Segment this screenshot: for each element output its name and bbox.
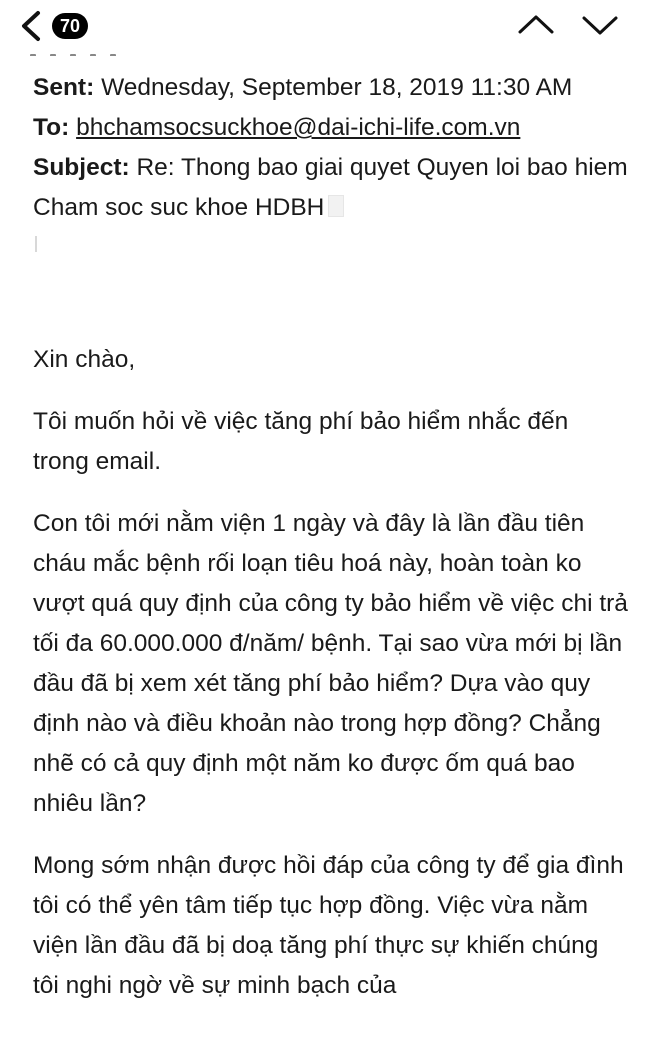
- redacted-contract-number: [328, 195, 344, 217]
- previous-message-button[interactable]: [516, 10, 556, 40]
- to-email-link[interactable]: bhchamsocsuckhoe@dai-ichi-life.com.vn: [76, 114, 521, 141]
- email-content: [33, 68, 628, 1028]
- chevron-left-icon: [18, 10, 46, 42]
- body-paragraph: Con tôi mới nằm viện 1 ngày và đây là lần đầu tiên cháu mắc bệnh rối loạn tiêu hoá này, hoàn toàn ko vượt quá quy định của công ty bảo hiểm về việc chi trả tối đa 60.000.000 đ/năm/ bệnh. Tại sao vừa mới bị lần đầu đã bị xem xét tăng phí bảo hiểm? Dựa vào quy định nào và điều khoản nào trong hợp đồng? Chẳng nhẽ có cả quy định một năm ko được ốm quá bao nhiêu lần?: [33, 510, 628, 817]
- to-row: [33, 108, 628, 148]
- subject-row: [33, 148, 628, 228]
- sent-label: Sent:: [33, 74, 95, 101]
- subject-value: Re: Thong bao giai quyet Quyen loi bao hiem Cham soc suc khoe HDBH: [33, 154, 628, 221]
- subject-label: Subject:: [33, 154, 130, 181]
- chevron-up-icon: [520, 17, 552, 32]
- body-paragraph: Tôi muốn hỏi về việc tăng phí bảo hiểm nhắc đến trong email.: [33, 408, 569, 475]
- redacted-mark: [35, 236, 37, 252]
- sent-value: Wednesday, September 18, 2019 11:30 AM: [101, 74, 573, 101]
- next-message-button[interactable]: [580, 10, 620, 40]
- unread-count-badge: 70: [52, 13, 88, 39]
- chevron-down-icon: [584, 18, 616, 33]
- email-body: [33, 340, 628, 1006]
- greeting: Xin chào,: [33, 346, 136, 373]
- body-paragraph: Mong sớm nhận được hồi đáp của công ty để gia đình tôi có thể yên tâm tiếp tục hợp đồng. Việc vừa nằm viện lần đầu đã bị doạ tăng phí thực sự khiến chúng tôi nghi ngờ về sự minh bạch của: [33, 852, 624, 999]
- sent-row: [33, 68, 628, 108]
- to-label: To:: [33, 114, 70, 141]
- back-button[interactable]: [18, 8, 98, 44]
- clipped-header-remnant: [30, 44, 230, 56]
